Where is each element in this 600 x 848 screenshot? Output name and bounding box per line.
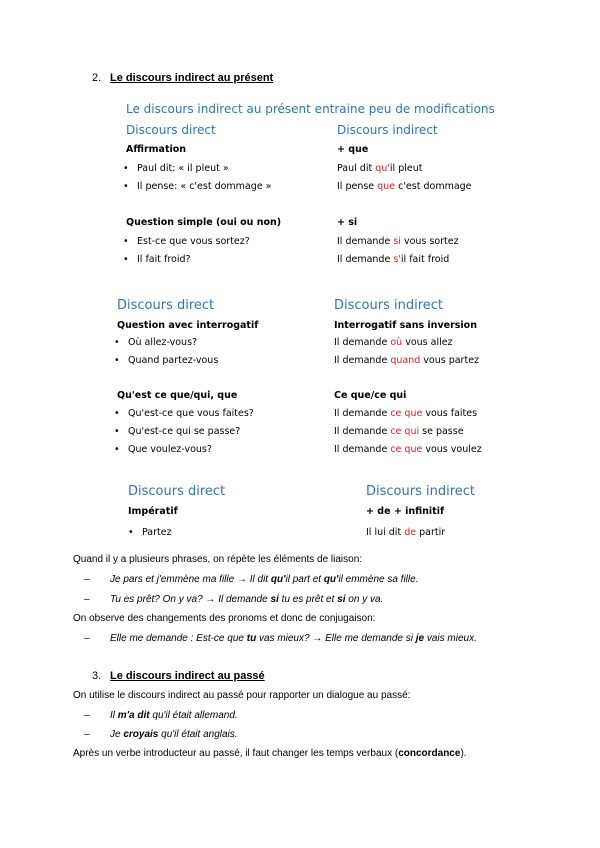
example-liaison-2: – Tu es prêt? On y va? → Il demande si tu es prêt et si on y va.: [110, 594, 383, 605]
table1-col-direct: Discours direct: [126, 123, 216, 137]
c-indirect-2: Il demande ce qui se passe: [334, 426, 464, 437]
section-3-heading: [92, 670, 265, 682]
paragraph-liaison: Quand il y a plusieurs phrases, on répète les éléments de liaison:: [73, 554, 363, 565]
i-indirect-1: Il demande où vous allez: [334, 337, 453, 348]
c-indirect-1: Il demande ce que vous faites: [334, 408, 478, 419]
question-label: Question simple (oui ou non): [126, 217, 282, 228]
imp-indirect-1: Il lui dit de partir: [366, 527, 446, 538]
i-direct-2: • Quand partez-vous: [114, 355, 218, 366]
c-direct-3: • Que voulez-vous?: [114, 444, 212, 455]
imp-direct-1: • Partez: [128, 527, 172, 538]
example-liaison-1: – Je pars et j'emmène ma fille → Il dit qu'il part et qu'il emmène sa fille.: [110, 574, 418, 585]
question-rule: + si: [337, 217, 358, 228]
imperatif-rule: + de + infinitif: [366, 506, 445, 517]
table3-col-indirect: Discours indirect: [366, 484, 476, 499]
table1-col-indirect: Discours indirect: [337, 123, 438, 137]
table1-heading: Le discours indirect au présent entraine peu de modifications: [126, 102, 495, 116]
imperatif-label: Impératif: [128, 506, 178, 517]
interrog-label: Question avec interrogatif: [117, 320, 259, 331]
section-number: 3.: [92, 670, 102, 682]
paragraph-pronoms: On observe des changements des pronoms et donc de conjugaison:: [73, 613, 376, 624]
aff-direct-2: • Il pense: « c'est dommage »: [123, 181, 271, 192]
q-indirect-1: Il demande si vous sortez: [337, 236, 459, 247]
table2-col-direct: Discours direct: [117, 298, 215, 313]
section-title: Le discours indirect au présent: [110, 72, 274, 84]
example-pronoms: – Elle me demande : Est-ce que tu vas mieux? → Elle me demande si je vais mieux.: [110, 633, 477, 644]
example-passe-1: – Il m'a dit qu'il était allemand.: [110, 710, 238, 721]
aff-indirect-2: Il pense que c'est dommage: [337, 181, 472, 192]
aff-indirect-1: Paul dit qu'il pleut: [337, 163, 423, 174]
q-indirect-2: Il demande s'il fait froid: [337, 254, 450, 265]
q-direct-1: • Est-ce que vous sortez?: [123, 236, 250, 247]
section-2-heading: [92, 72, 273, 84]
table2-col-indirect: Discours indirect: [334, 298, 444, 313]
cequi-rule: Ce que/ce qui: [334, 390, 407, 401]
paragraph-passe: On utilise le discours indirect au passé pour rapporter un dialogue au passé:: [73, 690, 411, 701]
affirmation-rule: + que: [337, 144, 369, 155]
example-passe-2: – Je croyais qu'il était anglais.: [110, 729, 238, 740]
c-direct-1: • Qu'est-ce que vous faites?: [114, 408, 254, 419]
affirmation-label: Affirmation: [126, 144, 187, 155]
c-direct-2: • Qu'est-ce qui se passe?: [114, 426, 240, 437]
interrog-rule: Interrogatif sans inversion: [334, 320, 477, 331]
section-number: 2.: [92, 72, 102, 84]
section-title: Le discours indirect au passé: [110, 670, 265, 682]
i-indirect-2: Il demande quand vous partez: [334, 355, 480, 366]
q-direct-2: • Il fait froid?: [123, 254, 191, 265]
i-direct-1: • Où allez-vous?: [114, 337, 197, 348]
table3-col-direct: Discours direct: [128, 484, 226, 499]
paragraph-concordance: Après un verbe introducteur au passé, il faut changer les temps verbaux (concordance).: [73, 748, 467, 759]
c-indirect-3: Il demande ce que vous voulez: [334, 444, 482, 455]
aff-direct-1: • Paul dit: « il pleut »: [123, 163, 229, 174]
cequi-label: Qu'est ce que/qui, que: [117, 390, 238, 401]
